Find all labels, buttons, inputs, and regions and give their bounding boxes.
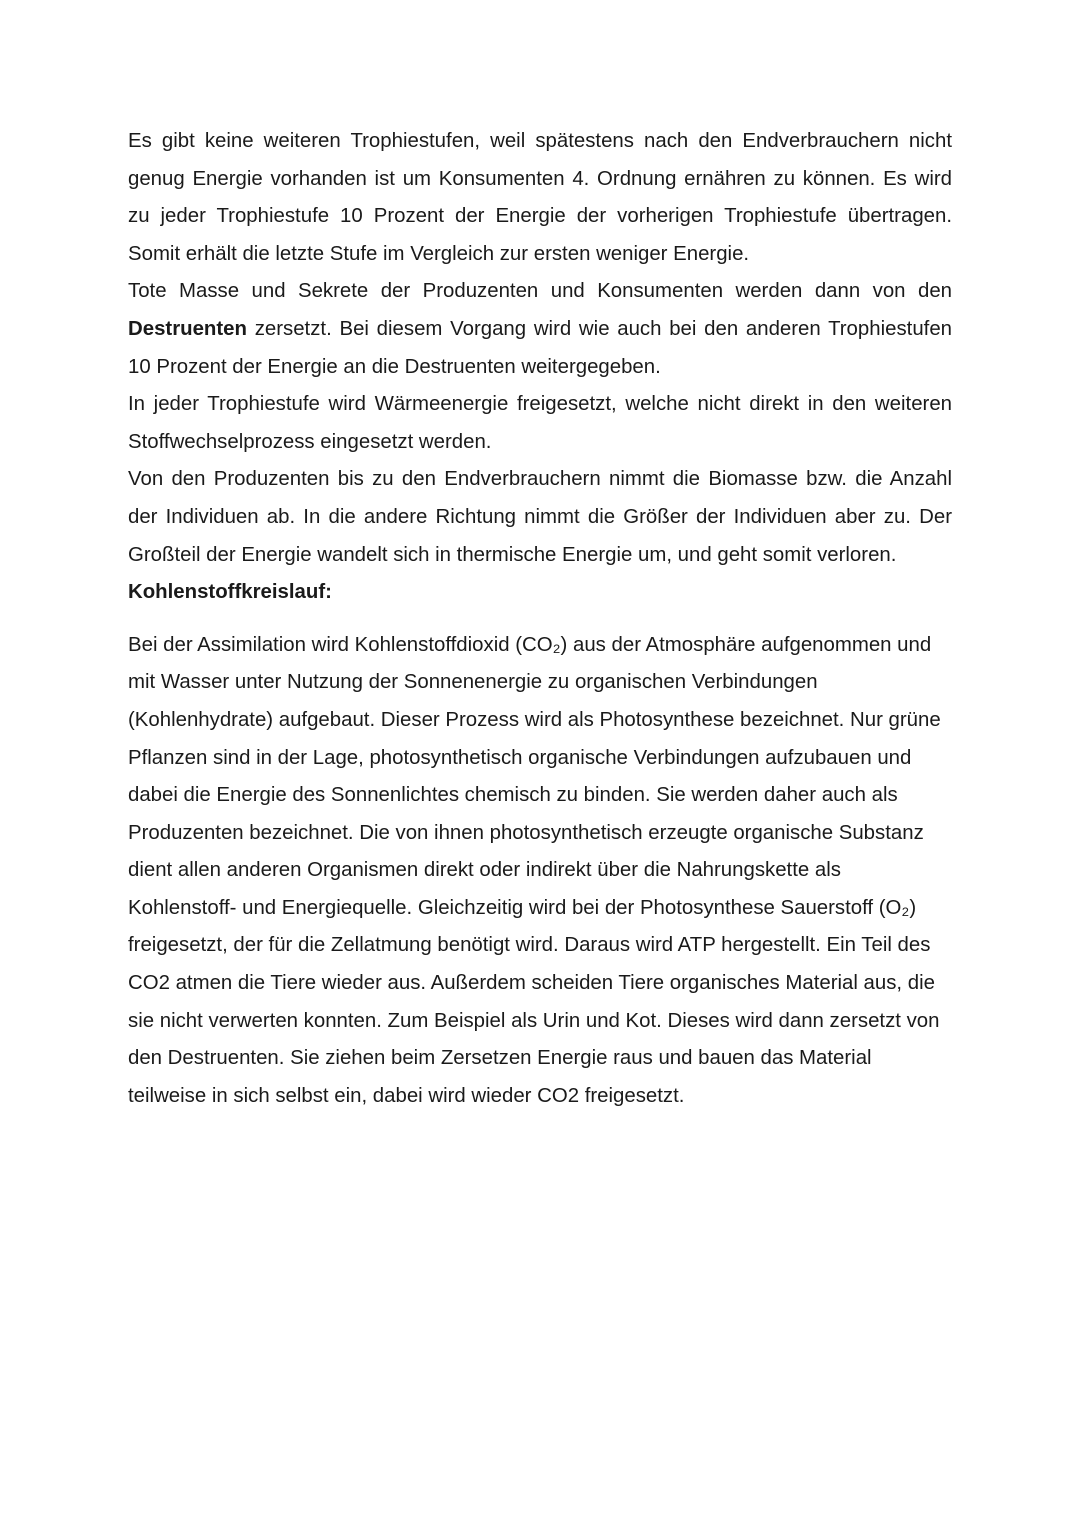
carbon-cycle-section (128, 627, 952, 1116)
heading-carbon-cycle: Kohlenstoffkreislauf: (128, 581, 332, 604)
document-page (128, 123, 952, 1115)
destruenten-bold-term: Destruenten (128, 317, 247, 340)
paragraph-biomass: Von den Produzenten bis zu den Endverbrauchern nimmt die Biomasse bzw. die Anzahl der Individuen ab. In die andere Richtung nimmt die Größer der Individuen aber zu. Der Großteil der Energie wandelt sich in thermische Energie um, und geht somit verloren. (128, 468, 952, 566)
paragraph-heat-energy: In jeder Trophiestufe wird Wärmeenergie freigesetzt, welche nicht direkt in den weiteren Stoffwechselprozess eingesetzt werden. (128, 393, 952, 453)
paragraph-destruents-text-a: Tote Masse und Sekrete der Produzenten und Konsumenten werden dann von den (128, 280, 952, 303)
paragraph-carbon-cycle: Bei der Assimilation wird Kohlenstoffdioxid (CO₂) aus der Atmosphäre aufgenommen und mit Wasser unter Nutzung der Sonnenenergie zu organischen Verbindungen (Kohlenhydrate) aufgebaut. Dieser Prozess wird als Photosynthese bezeichnet. Nur grüne Pflanzen sind in der Lage, photosynthetisch organische Verbindungen aufzubauen und dabei die Energie des Sonnenlichtes chemisch zu binden. Sie werden daher auch als Produzenten bezeichnet. Die von ihnen photosynthetisch erzeugte organische Substanz dient allen anderen Organismen direkt oder indirekt über die Nahrungskette als Kohlenstoff- und Energiequelle. Gleichzeitig wird bei der Photosynthese Sauerstoff (O₂) freigesetzt, der für die Zellatmung benötigt wird. Daraus wird ATP hergestellt. Ein Teil des CO2 atmen die Tiere wieder aus. Außerdem scheiden Tiere organisches Material aus, die sie nicht verwerten konnten. Zum Beispiel als Urin und Kot. Dieses wird dann zersetzt von den Destruenten. Sie ziehen beim Zersetzen Energie raus und bauen das Material teilweise in sich selbst ein, dabei wird wieder CO2 freigesetzt. (128, 633, 941, 1107)
paragraph-destruents-text-b: zersetzt. Bei diesem Vorgang wird wie auch bei den anderen Trophiestufen 10 Prozent der Energie an die Destruenten weitergegeben. (128, 317, 952, 378)
paragraph-destruents (128, 273, 952, 386)
paragraph-trophic-levels: Es gibt keine weiteren Trophiestufen, weil spätestens nach den Endverbrauchern nicht genug Energie vorhanden ist um Konsumenten 4. Ordnung ernähren zu können. Es wird zu jeder Trophiestufe 10 Prozent der Energie der vorherigen Trophiestufe übertragen. Somit erhält die letzte Stufe im Vergleich zur ersten weniger Energie. (128, 130, 952, 265)
